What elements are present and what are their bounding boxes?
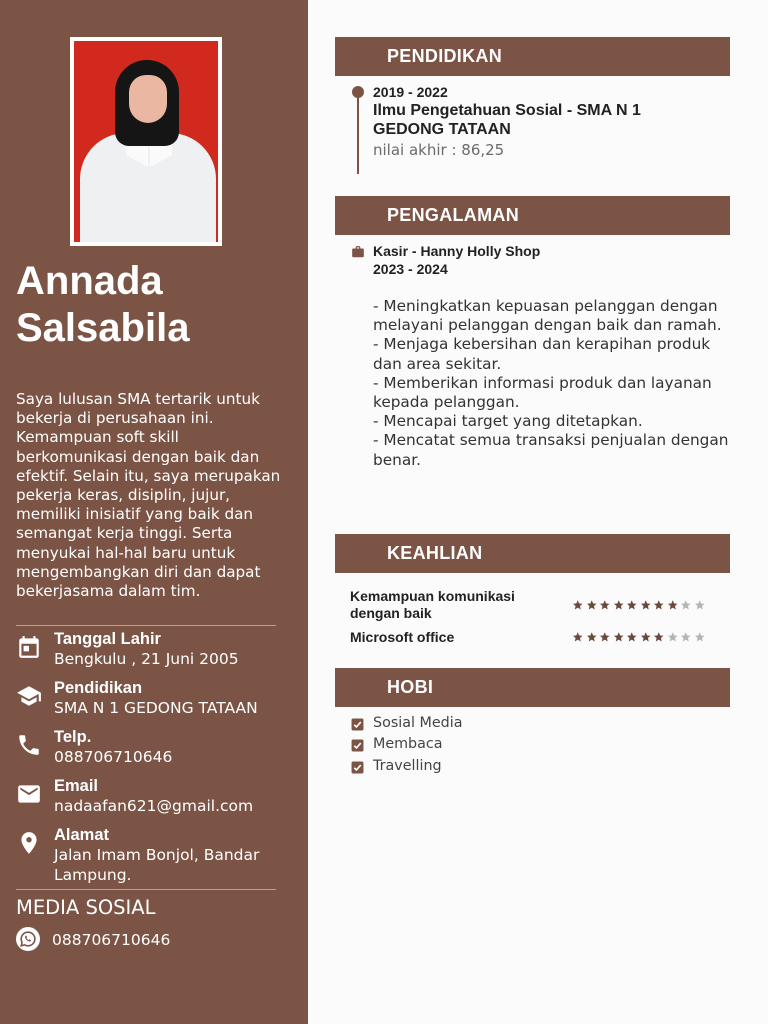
star-filled-icon bbox=[653, 631, 665, 643]
divider bbox=[16, 625, 276, 626]
contact-title: Tanggal Lahir bbox=[54, 630, 161, 648]
checkbox-checked-icon bbox=[351, 718, 364, 731]
star-filled-icon bbox=[626, 631, 638, 643]
contact-title: Email bbox=[54, 777, 99, 795]
star-filled-icon bbox=[572, 599, 584, 611]
profile-photo bbox=[70, 37, 222, 246]
section-header-education: PENDIDIKAN bbox=[335, 37, 730, 76]
contact-value: Jalan Imam Bonjol, Bandar Lampung. bbox=[54, 846, 260, 884]
job-year: 2023 - 2024 bbox=[373, 261, 448, 277]
job-description-line: - Meningkatkan kepuasan pelanggan dengan melayani pelanggan dengan baik dan ramah. bbox=[373, 297, 722, 335]
skill-rating bbox=[572, 631, 705, 645]
timeline-line bbox=[357, 92, 359, 174]
job-description-line: - Mencatat semua transaksi penjualan dengan benar. bbox=[373, 431, 729, 469]
job-description-line: - Memberikan informasi produk dan layanan kepada pelanggan. bbox=[373, 373, 712, 412]
sidebar bbox=[0, 0, 308, 1024]
section-header-experience: PENGALAMAN bbox=[335, 196, 730, 235]
star-filled-icon bbox=[653, 599, 665, 611]
person-name bbox=[16, 258, 189, 352]
contact-value: nadaafan621@gmail.com bbox=[54, 797, 254, 815]
star-filled-icon bbox=[586, 631, 598, 643]
hobby-label: Membaca bbox=[373, 736, 443, 752]
star-filled-icon bbox=[586, 599, 598, 611]
whatsapp-number: 088706710646 bbox=[52, 931, 171, 949]
location-pin-icon bbox=[16, 830, 42, 856]
star-empty-icon bbox=[694, 631, 706, 643]
hobby-label: Travelling bbox=[373, 758, 442, 774]
star-filled-icon bbox=[640, 631, 652, 643]
job-title: Kasir - Hanny Holly Shop bbox=[373, 243, 541, 259]
contact-title: Alamat bbox=[54, 826, 110, 844]
divider bbox=[16, 889, 276, 890]
job-description-line: - Mencapai target yang ditetapkan. bbox=[373, 412, 643, 431]
contact-value: 088706710646 bbox=[54, 748, 173, 766]
skill-rating bbox=[572, 599, 705, 613]
skill-name: Microsoft office bbox=[350, 629, 455, 645]
mail-icon bbox=[16, 781, 42, 807]
checkbox-checked-icon bbox=[351, 739, 364, 752]
calendar-icon bbox=[16, 634, 42, 660]
section-header-skills: KEAHLIAN bbox=[335, 534, 730, 573]
education-year: 2019 - 2022 bbox=[373, 84, 448, 100]
contact-title: Telp. bbox=[54, 728, 92, 746]
education-grade: nilai akhir : 86,25 bbox=[373, 141, 505, 159]
last-name: Salsabila bbox=[16, 306, 190, 350]
star-filled-icon bbox=[667, 599, 679, 611]
profile-photo-image bbox=[74, 41, 218, 242]
job-description-line: - Menjaga kebersihan dan kerapihan produk dan area sekitar. bbox=[373, 335, 711, 373]
checkbox-checked-icon bbox=[351, 761, 364, 774]
star-filled-icon bbox=[599, 631, 611, 643]
star-filled-icon bbox=[640, 599, 652, 611]
star-filled-icon bbox=[613, 631, 625, 643]
contact-title: Pendidikan bbox=[54, 679, 143, 697]
education-school: Ilmu Pengetahuan Sosial - SMA N 1 GEDONG TATAAN bbox=[373, 102, 641, 138]
skill-name: Kemampuan komunikasi dengan baik bbox=[350, 588, 515, 621]
timeline-dot-icon bbox=[352, 86, 364, 98]
job-description bbox=[373, 297, 733, 470]
contact-value: Bengkulu , 21 Juni 2005 bbox=[54, 650, 239, 668]
profile-summary: Saya lulusan SMA tertarik untuk bekerja di perusahaan ini. Kemampuan soft skill berkomunikasi dengan baik dan efektif. Selain itu, saya merupakan pekerja keras, disiplin, jujur, memiliki inisiatif yang baik dan semangat kerja tinggi. Serta menyukai hal-hal baru untuk mengembangkan diri dan dapat bekerjasama dalam tim. bbox=[16, 390, 281, 601]
star-filled-icon bbox=[626, 599, 638, 611]
briefcase-icon bbox=[351, 245, 365, 259]
whatsapp-icon bbox=[16, 927, 40, 951]
phone-icon bbox=[16, 732, 42, 758]
star-empty-icon bbox=[694, 599, 706, 611]
media-social-title: MEDIA SOSIAL bbox=[16, 896, 156, 919]
contact-value: SMA N 1 GEDONG TATAAN bbox=[54, 699, 258, 717]
first-name: Annada bbox=[16, 259, 163, 303]
star-empty-icon bbox=[667, 631, 679, 643]
star-empty-icon bbox=[680, 631, 692, 643]
section-header-hobbies: HOBI bbox=[335, 668, 730, 707]
hobby-label: Sosial Media bbox=[373, 715, 463, 731]
star-empty-icon bbox=[680, 599, 692, 611]
star-filled-icon bbox=[572, 631, 584, 643]
star-filled-icon bbox=[613, 599, 625, 611]
star-filled-icon bbox=[599, 599, 611, 611]
graduation-cap-icon bbox=[16, 683, 42, 709]
